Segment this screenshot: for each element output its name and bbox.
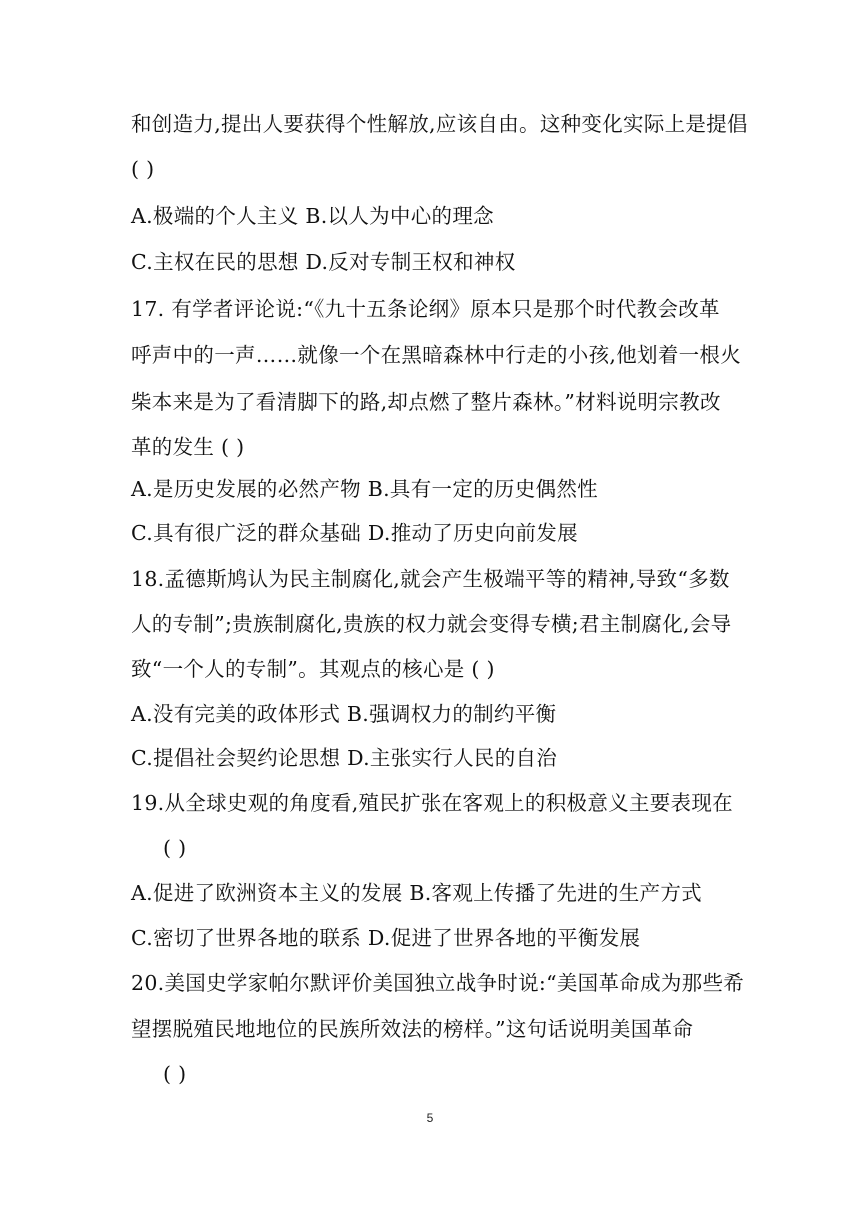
answer-blank: ( ) bbox=[131, 157, 155, 181]
question-17: 17. 有学者评论说:“《九十五条论纲》原本只是那个时代教会改革 bbox=[131, 297, 720, 321]
option-line: C.主权在民的思想 D.反对专制王权和神权 bbox=[131, 250, 516, 274]
option-line: A.是历史发展的必然产物 B.具有一定的历史偶然性 bbox=[131, 477, 598, 501]
option-line: C.密切了世界各地的联系 D.促进了世界各地的平衡发展 bbox=[131, 926, 641, 950]
question-18: 18.孟德斯鸠认为民主制腐化,就会产生极端平等的精神,导致“多数 bbox=[131, 567, 730, 591]
text-line: 柴本来是为了看清脚下的路,却点燃了整片森林。”材料说明宗教改 bbox=[131, 390, 721, 414]
option-line: C.提倡社会契约论思想 D.主张实行人民的自治 bbox=[131, 746, 558, 770]
option-line: A.促进了欧洲资本主义的发展 B.客观上传播了先进的生产方式 bbox=[131, 881, 702, 905]
question-19: 19.从全球史观的角度看,殖民扩张在客观上的积极意义主要表现在 bbox=[131, 791, 733, 815]
option-line: A.没有完美的政体形式 B.强调权力的制约平衡 bbox=[131, 702, 557, 726]
text-line: 和创造力,提出人要获得个性解放,应该自由。这种变化实际上是提倡 bbox=[131, 112, 748, 136]
answer-blank: ( ) bbox=[163, 836, 187, 860]
text-line: 呼声中的一声……就像一个在黑暗森林中行走的小孩,他划着一根火 bbox=[131, 343, 742, 367]
text-line: 望摆脱殖民地地位的民族所效法的榜样。”这句话说明美国革命 bbox=[131, 1017, 694, 1041]
text-line: 人的专制”;贵族制腐化,贵族的权力就会变得专横;君主制腐化,会导 bbox=[131, 612, 732, 636]
answer-blank: ( ) bbox=[163, 1062, 187, 1086]
question-20: 20.美国史学家帕尔默评价美国独立战争时说:“美国革命成为那些希 bbox=[131, 971, 745, 995]
page-number: 5 bbox=[426, 1111, 434, 1125]
text-line: 致“一个人的专制”。其观点的核心是 ( ) bbox=[131, 657, 495, 681]
text-line: 革的发生 ( ) bbox=[131, 435, 245, 459]
option-line: C.具有很广泛的群众基础 D.推动了历史向前发展 bbox=[131, 521, 578, 545]
option-line: A.极端的个人主义 B.以人为中心的理念 bbox=[131, 204, 494, 228]
